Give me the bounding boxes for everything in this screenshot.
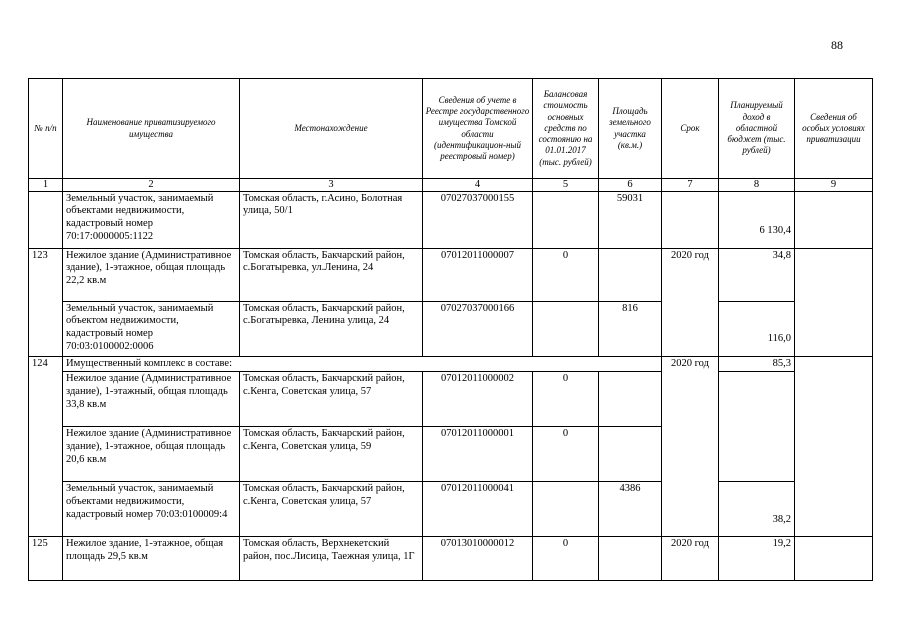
privatization-conditions (795, 537, 873, 581)
land-area: 816 (599, 301, 662, 356)
registry-number: 07012011000007 (423, 248, 533, 301)
column-number: 7 (662, 179, 719, 192)
land-area (599, 537, 662, 581)
planned-income: 85,3 (719, 356, 795, 372)
header-balance: Балансовая стоимость основных средств по состоянию на 01.01.2017 (тыс. рублей) (533, 79, 599, 179)
header-registry: Сведения об учете в Реестре государственного имущества Томской области (идентификацион-ный реестровый номер) (423, 79, 533, 179)
column-number: 2 (63, 179, 240, 192)
registry-number: 07012011000041 (423, 482, 533, 537)
header-area: Площадь земельного участка (кв.м.) (599, 79, 662, 179)
property-location: Томская область, г.Асино, Болотная улица, 50/1 (240, 191, 423, 248)
column-number-row (29, 179, 873, 192)
planned-income: 116,0 (719, 301, 795, 356)
table-row (29, 356, 873, 372)
balance-value: 0 (533, 537, 599, 581)
table-row (29, 191, 873, 248)
header-location: Местонахождение (240, 79, 423, 179)
property-location: Томская область, Бакчарский район, с.Богатыревка, Ленина улица, 24 (240, 301, 423, 356)
property-location: Томская область, Бакчарский район, с.Богатыревка, ул.Ленина, 24 (240, 248, 423, 301)
column-number: 5 (533, 179, 599, 192)
privatization-conditions (795, 356, 873, 537)
header-conditions: Сведения об особых условиях приватизации (795, 79, 873, 179)
planned-income: 38,2 (719, 482, 795, 537)
property-name: Нежилое здание (Административное здание), 1-этажное, общая площадь 20,6 кв.м (63, 427, 240, 482)
row-number: 124 (29, 356, 63, 537)
table-row (29, 301, 873, 356)
property-location: Томская область, Верхнекетский район, пос.Лисица, Таежная улица, 1Г (240, 537, 423, 581)
column-number: 9 (795, 179, 873, 192)
registry-number: 07027037000166 (423, 301, 533, 356)
header-row (29, 79, 873, 179)
balance-value: 0 (533, 248, 599, 301)
privatization-table (28, 78, 873, 581)
header-term: Срок (662, 79, 719, 179)
balance-value (533, 482, 599, 537)
balance-value (533, 301, 599, 356)
property-name: Земельный участок, занимаемый объектами недвижимости, кадастровый номер 70:17:0000005:1122 (63, 191, 240, 248)
land-area: 4386 (599, 482, 662, 537)
term: 2020 год (662, 537, 719, 581)
column-number: 6 (599, 179, 662, 192)
land-area (599, 427, 662, 482)
page-number: 88 (831, 38, 843, 52)
property-name: Земельный участок, занимаемый объектом недвижимости, кадастровый номер 70:03:0100002:0006 (63, 301, 240, 356)
privatization-conditions (795, 191, 873, 248)
balance-value: 0 (533, 372, 599, 427)
land-area (599, 248, 662, 301)
term (662, 191, 719, 248)
land-area (599, 372, 662, 427)
table-row (29, 372, 873, 427)
property-name: Нежилое здание, 1-этажное, общая площадь 29,5 кв.м (63, 537, 240, 581)
header-income: Планируемый доход в областной бюджет (тыс. рублей) (719, 79, 795, 179)
property-name: Земельный участок, занимаемый объектами недвижимости, кадастровый номер 70:03:0100009:4 (63, 482, 240, 537)
table-row (29, 482, 873, 537)
term: 2020 год (662, 248, 719, 356)
row-number (29, 191, 63, 248)
planned-income: 19,2 (719, 537, 795, 581)
property-location: Томская область, Бакчарский район, с.Кенга, Советская улица, 59 (240, 427, 423, 482)
property-location: Томская область, Бакчарский район, с.Кенга, Советская улица, 57 (240, 372, 423, 427)
column-number: 4 (423, 179, 533, 192)
term: 2020 год (662, 356, 719, 537)
land-area: 59031 (599, 191, 662, 248)
row-number: 125 (29, 537, 63, 581)
registry-number: 07027037000155 (423, 191, 533, 248)
property-name: Нежилое здание (Административное здание), 1-этажное, общая площадь 22,2 кв.м (63, 248, 240, 301)
planned-income (719, 372, 795, 482)
registry-number: 07013010000012 (423, 537, 533, 581)
column-number: 8 (719, 179, 795, 192)
property-location: Томская область, Бакчарский район, с.Кенга, Советская улица, 57 (240, 482, 423, 537)
column-number: 3 (240, 179, 423, 192)
property-name: Имущественный комплекс в составе: (63, 356, 662, 372)
table-row (29, 537, 873, 581)
registry-number: 07012011000002 (423, 372, 533, 427)
table-row (29, 248, 873, 301)
planned-income: 34,8 (719, 248, 795, 301)
privatization-conditions (795, 248, 873, 356)
header-num: № п/п (29, 79, 63, 179)
property-name: Нежилое здание (Административное здание), 1-этажный, общая площадь 33,8 кв.м (63, 372, 240, 427)
column-number: 1 (29, 179, 63, 192)
balance-value (533, 191, 599, 248)
balance-value: 0 (533, 427, 599, 482)
row-number: 123 (29, 248, 63, 356)
registry-number: 07012011000001 (423, 427, 533, 482)
planned-income: 6 130,4 (719, 191, 795, 248)
header-name: Наименование приватизируемого имущества (63, 79, 240, 179)
